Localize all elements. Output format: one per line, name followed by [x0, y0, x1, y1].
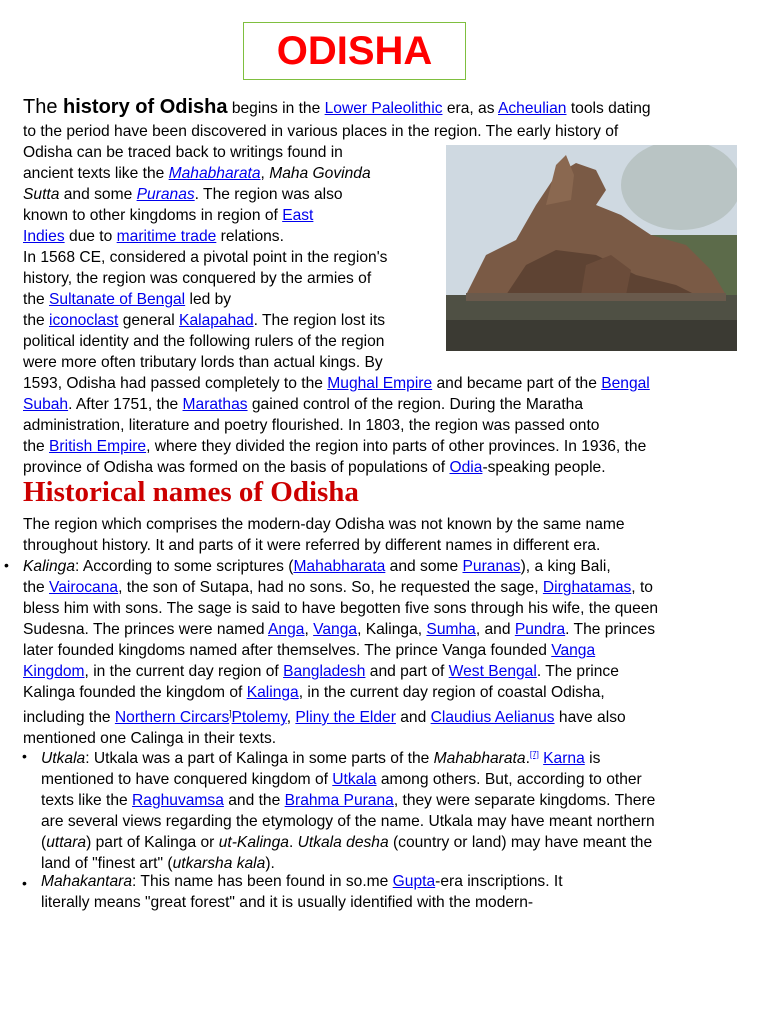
- link-ptolemy[interactable]: Ptolemy: [231, 709, 287, 727]
- link-anga[interactable]: Anga: [268, 621, 305, 638]
- link-west-bengal[interactable]: West Bengal: [448, 663, 537, 680]
- text: (country or land) may have meant the: [388, 834, 653, 852]
- utkala-item: [41, 744, 655, 874]
- intro-line: [23, 184, 745, 205]
- text: . The region lost its: [253, 312, 386, 329]
- italic-text: uttara: [46, 834, 87, 852]
- text: and part of: [365, 663, 449, 680]
- page-title: ODISHA: [276, 28, 433, 73]
- text: the: [23, 291, 50, 308]
- intro-line: Odisha can be traced back to writings found in: [23, 144, 343, 161]
- text: era, as: [442, 100, 498, 117]
- text: is: [584, 750, 601, 768]
- utkala-line: [41, 744, 655, 769]
- text: .: [525, 750, 530, 768]
- kalinga-line: mentioned one Calinga in their texts.: [23, 730, 277, 748]
- utkala-line: [41, 790, 655, 811]
- link-sumha[interactable]: Sumha: [426, 621, 476, 638]
- intro-line: [23, 310, 745, 331]
- intro-paragraph: [23, 95, 745, 478]
- text: , and: [475, 621, 515, 638]
- link-subah[interactable]: Subah: [23, 396, 69, 413]
- text: 1593, Odisha had passed completely to the: [23, 375, 328, 392]
- link-vanga-kingdom[interactable]: Vanga: [551, 642, 596, 659]
- text: including the: [23, 709, 115, 727]
- text: relations.: [216, 228, 284, 245]
- link-lower-paleolithic[interactable]: Lower Paleolithic: [324, 100, 443, 117]
- text: and: [395, 709, 431, 727]
- text: the: [23, 312, 50, 329]
- text: ,: [260, 165, 270, 182]
- intro-line: [23, 289, 745, 310]
- kalinga-item: [23, 556, 745, 749]
- text: Kalinga founded the kingdom of: [23, 684, 247, 701]
- link-karna[interactable]: Karna: [543, 750, 585, 768]
- intro-line: [23, 205, 745, 226]
- text: have also: [554, 709, 626, 727]
- link-bengal-subah[interactable]: Bengal: [601, 375, 650, 392]
- text: province of Odisha was formed on the basis of populations of: [23, 459, 450, 476]
- text: mentioned to have conquered kingdom of: [41, 771, 333, 789]
- kalinga-line: [23, 619, 745, 640]
- intro-line: [23, 226, 745, 247]
- text: begins in the: [227, 100, 325, 117]
- italic-text: Utkala: [41, 750, 86, 768]
- link-puranas[interactable]: Puranas: [136, 186, 195, 203]
- link-east-indies[interactable]: East: [282, 207, 314, 224]
- link-mahabharata-2[interactable]: Mahabharata: [293, 558, 386, 575]
- bullet-icon: •: [22, 748, 27, 764]
- intro-line: to the period have been discovered in various places in the region. The early history of: [23, 123, 619, 140]
- text: ,: [304, 621, 314, 638]
- link-bangladesh[interactable]: Bangladesh: [283, 663, 366, 680]
- link-pundra[interactable]: Pundra: [514, 621, 566, 638]
- italic-text: Maha Govinda: [269, 165, 371, 182]
- text: later founded kingdoms named after themselves. The prince Vanga founded: [23, 642, 552, 659]
- text: -speaking people.: [482, 459, 606, 476]
- text: : Utkala was a part of Kalinga in some parts of the: [85, 750, 434, 768]
- text: and the: [223, 792, 285, 810]
- title-box: [243, 22, 466, 80]
- link-british-empire[interactable]: British Empire: [49, 438, 147, 455]
- link-acheulian[interactable]: Acheulian: [497, 100, 567, 117]
- link-kalapahad[interactable]: Kalapahad: [179, 312, 254, 329]
- intro-line: political identity and the following rulers of the region: [23, 333, 385, 350]
- text: . The prince: [536, 663, 619, 680]
- italic-text: Utkala desha: [297, 834, 389, 852]
- link-kalinga[interactable]: Kalinga: [246, 684, 299, 701]
- link-mughal-empire[interactable]: Mughal Empire: [327, 375, 433, 392]
- link-gupta[interactable]: Gupta: [392, 873, 436, 890]
- text: and became part of the: [432, 375, 602, 392]
- text: led by: [185, 291, 232, 308]
- text: . After 1751, the: [68, 396, 183, 413]
- text: : According to some scriptures (: [75, 558, 294, 575]
- text: Sudesna. The princes were named: [23, 621, 269, 638]
- text: , the son of Sutapa, had no sons. So, he requested the sage,: [118, 579, 543, 596]
- utkala-line: [41, 832, 655, 853]
- text: among others. But, according to other: [376, 771, 642, 789]
- text: : This name has been found in so.me: [132, 873, 393, 890]
- text: , Kalinga,: [357, 621, 427, 638]
- kalinga-line: [23, 556, 745, 577]
- link-puranas-2[interactable]: Puranas: [462, 558, 521, 575]
- intro-line: In 1568 CE, considered a pivotal point in the region's: [23, 249, 388, 266]
- italic-text: Kalinga: [23, 558, 76, 575]
- text: ,: [286, 709, 296, 727]
- mahakantara-line: literally means "great forest" and it is usually identified with the modern-: [41, 894, 534, 911]
- intro-line: [23, 373, 745, 394]
- link-maritime-trade[interactable]: maritime trade: [116, 228, 217, 245]
- names-intro-line: throughout history. It and parts of it were referred by different names in different era.: [23, 537, 601, 554]
- text: , to: [631, 579, 653, 596]
- kalinga-line: [23, 682, 745, 703]
- text: . The princes: [565, 621, 656, 638]
- text: , in the current day region of coastal Odisha,: [298, 684, 605, 701]
- intro-line: [23, 163, 745, 184]
- text: tools dating: [566, 100, 651, 117]
- kalinga-line: [23, 640, 745, 661]
- italic-text: Mahakantara: [41, 873, 133, 890]
- intro-line: [23, 436, 745, 457]
- text: land of "finest art" (: [41, 855, 173, 873]
- link-claudius-aelianus[interactable]: Claudius Aelianus: [430, 709, 555, 727]
- text: general: [118, 312, 180, 329]
- text: and some: [59, 186, 137, 203]
- names-intro-line: The region which comprises the modern-day Odisha was not known by the same name: [23, 516, 625, 533]
- mahakantara-item: [41, 871, 563, 913]
- section-heading: Historical names of Odisha: [23, 476, 359, 508]
- text: ).: [265, 855, 275, 873]
- text: due to: [64, 228, 117, 245]
- link-sultanate-of-bengal[interactable]: Sultanate of Bengal: [49, 291, 186, 308]
- bold-text: history of Odisha: [63, 96, 228, 118]
- text: the: [23, 438, 50, 455]
- link-northern-circars[interactable]: Northern Circars: [114, 709, 230, 727]
- kalinga-line: [23, 577, 745, 598]
- link-vanga[interactable]: Vanga: [313, 621, 358, 638]
- text: ) part of Kalinga or: [86, 834, 219, 852]
- italic-text: Mahabharata: [433, 750, 526, 768]
- text: known to other kingdoms in region of: [23, 207, 283, 224]
- bullet-icon: •: [22, 875, 27, 891]
- bullet-icon: •: [4, 557, 9, 573]
- utkala-line: [41, 769, 655, 790]
- text: . The region was also: [194, 186, 343, 203]
- mahakantara-line: [41, 871, 563, 892]
- italic-text: Sutta: [23, 186, 60, 203]
- kalinga-line: bless him with sons. The sage is said to have begotten five sons through his wife, the queen: [23, 600, 659, 617]
- names-intro-paragraph: [23, 514, 745, 556]
- link-odia[interactable]: Odia: [449, 459, 483, 476]
- intro-line: were more often tributary lords than actual kings. By: [23, 354, 383, 371]
- text: The: [23, 96, 64, 118]
- link-raghuvamsa[interactable]: Raghuvamsa: [132, 792, 224, 810]
- intro-line: history, the region was conquered by the armies of: [23, 270, 372, 287]
- text: texts like the: [41, 792, 133, 810]
- link-mahabharata[interactable]: Mahabharata: [168, 165, 261, 182]
- kalinga-line: [23, 661, 745, 682]
- text: , in the current day region of: [84, 663, 284, 680]
- text: and some: [385, 558, 463, 575]
- italic-text: ut-Kalinga: [218, 834, 289, 852]
- link-iconoclast[interactable]: iconoclast: [49, 312, 119, 329]
- intro-line: [23, 95, 745, 121]
- text: , they were separate kingdoms. There: [393, 792, 656, 810]
- text: .: [288, 834, 298, 852]
- text: ), a king Bali,: [520, 558, 611, 575]
- link-marathas[interactable]: Marathas: [182, 396, 248, 413]
- link-brahma-purana[interactable]: Brahma Purana: [284, 792, 394, 810]
- link-dirghatamas[interactable]: Dirghatamas: [542, 579, 632, 596]
- intro-line: [23, 394, 745, 415]
- text: -era inscriptions. It: [435, 873, 563, 890]
- text: gained control of the region. During the Maratha: [247, 396, 584, 413]
- text: , where they divided the region into parts of other provinces. In 1936, the: [146, 438, 647, 455]
- intro-line: administration, literature and poetry flourished. In 1803, the region was passed onto: [23, 417, 600, 434]
- footnote-link[interactable]: [7]: [529, 750, 539, 759]
- text: the: [23, 579, 50, 596]
- footnote: ]: [229, 709, 232, 718]
- kalinga-line: [23, 703, 745, 728]
- link-indies[interactable]: Indies: [23, 228, 65, 245]
- link-vairocana[interactable]: Vairocana: [49, 579, 119, 596]
- link-pliny-the-elder[interactable]: Pliny the Elder: [295, 709, 396, 727]
- text: (: [41, 834, 47, 852]
- text: ancient texts like the: [23, 165, 169, 182]
- utkala-line: are several views regarding the etymology of the name. Utkala may have meant northern: [41, 813, 655, 831]
- italic-text: utkarsha kala: [172, 855, 266, 873]
- link-kingdom[interactable]: Kingdom: [23, 663, 85, 680]
- link-utkala[interactable]: Utkala: [332, 771, 377, 789]
